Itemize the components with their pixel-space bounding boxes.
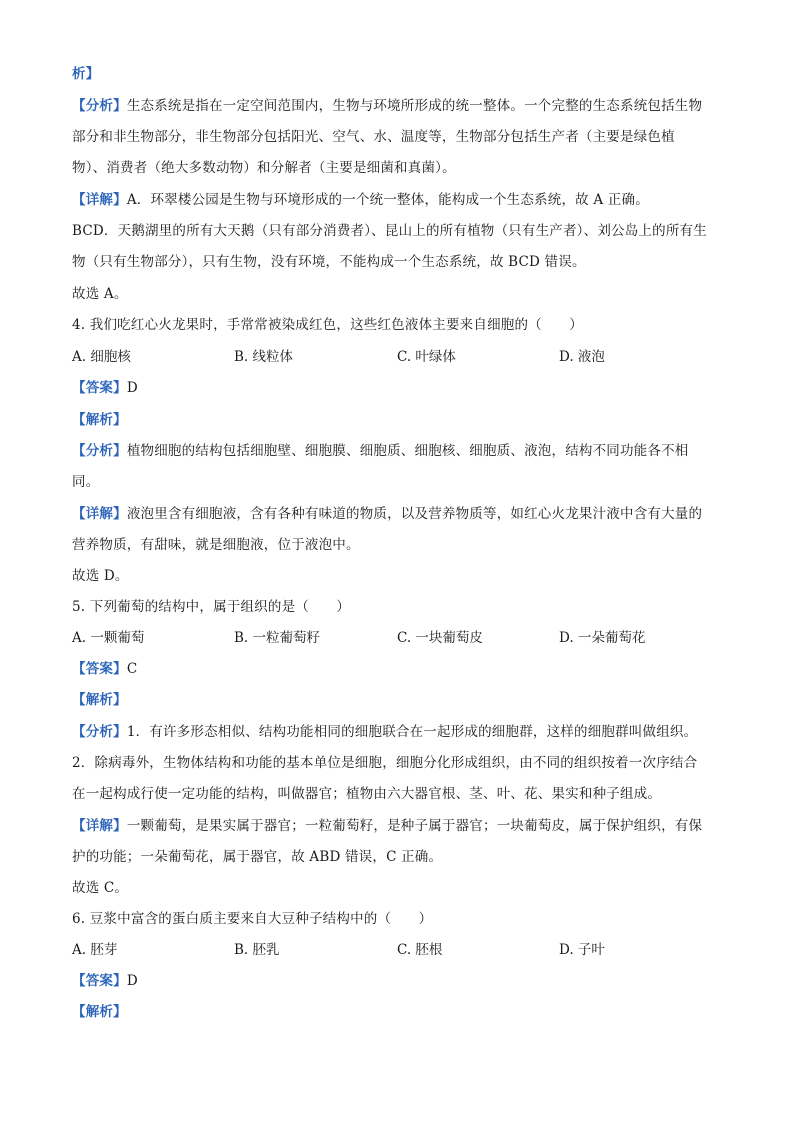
option-row xyxy=(72,628,722,648)
text-line: 【分析】生态系统是指在一定空间范围内，生物与环境所形成的统一整体。一个完整的生态系统包括生物 xyxy=(72,98,703,114)
text-line: 营养物质，有甜味，就是细胞液，位于液泡中。 xyxy=(72,537,360,553)
answer-line: 【答案】C xyxy=(72,661,138,677)
text-line: 【分析】1．有许多形态相似、结构功能相同的细胞联合在一起形成的细胞群，这样的细胞群叫做组织。 xyxy=(72,724,698,740)
option-d: D. 一朵葡萄花 xyxy=(559,630,646,646)
text-line: 护的功能；一朵葡萄花，属于器官，故 ABD 错误，C 正确。 xyxy=(72,849,443,865)
answer-line: 【答案】D xyxy=(72,380,138,396)
analysis-heading: 【解析】 xyxy=(72,412,127,428)
option-row xyxy=(72,940,722,960)
text-line: 【详解】A．环翠楼公园是生物与环境形成的一个统一整体，能构成一个生态系统，故 A 正确。 xyxy=(72,192,649,208)
analysis-heading: 【解析】 xyxy=(72,692,127,708)
option-b: B. 一粒葡萄籽 xyxy=(234,630,321,646)
question-stem: 5. 下列葡萄的结构中，属于组织的是（ ） xyxy=(72,599,351,615)
option-c: C. 一块葡萄皮 xyxy=(397,630,483,646)
question-stem: 6. 豆浆中富含的蛋白质主要来自大豆种子结构中的（ ） xyxy=(72,911,433,927)
option-b: B. 线粒体 xyxy=(234,349,294,365)
option-c: C. 胚根 xyxy=(397,942,443,958)
text-line: 析】 xyxy=(72,66,100,82)
option-a: A. 胚芽 xyxy=(72,942,118,958)
text-line: 在一起构成行使一定功能的结构，叫做器官；植物由六大器官根、茎、叶、花、果实和种子组成。 xyxy=(72,786,662,802)
text-line: 【分析】植物细胞的结构包括细胞壁、细胞膜、细胞质、细胞核、细胞质、液泡，结构不同功能各不相 xyxy=(72,443,689,459)
option-a: A. 细胞核 xyxy=(72,349,131,365)
analysis-heading: 【解析】 xyxy=(72,1004,127,1020)
text-line: 物（只有生物部分），只有生物，没有环境，不能构成一个生态系统，故 BCD 错误。 xyxy=(72,254,586,270)
answer-line: 【答案】D xyxy=(72,973,138,989)
text-line: BCD．天鹅湖里的所有大天鹅（只有部分消费者）、昆山上的所有植物（只有生产者）、刘公岛上的所有生 xyxy=(72,223,707,239)
text-line: 部分和非生物部分，非生物部分包括阳光、空气、水、温度等，生物部分包括生产者（主要是绿色植 xyxy=(72,129,675,145)
text-line: 2．除病毒外，生物体结构和功能的基本单位是细胞，细胞分化形成组织，由不同的组织按着一次序结合 xyxy=(72,755,698,771)
text-line: 【详解】液泡里含有细胞液，含有各种有味道的物质，以及营养物质等，如红心火龙果汁液中含有大量的 xyxy=(72,506,703,522)
option-d: D. 液泡 xyxy=(559,349,605,365)
option-a: A. 一颗葡萄 xyxy=(72,630,145,646)
option-b: B. 胚乳 xyxy=(234,942,280,958)
question-stem: 4. 我们吃红心火龙果时，手常常被染成红色，这些红色液体主要来自细胞的（ ） xyxy=(72,317,583,333)
text-line: 故选 A。 xyxy=(72,286,128,302)
text-line: 故选 D。 xyxy=(72,568,129,584)
option-c: C. 叶绿体 xyxy=(397,349,456,365)
text-line: 【详解】一颗葡萄，是果实属于器官；一粒葡萄籽，是种子属于器官；一块葡萄皮，属于保护组织，有保 xyxy=(72,818,703,834)
text-line: 物）、消费者（绝大多数动物）和分解者（主要是细菌和真菌）。 xyxy=(72,160,456,176)
option-row xyxy=(72,347,722,367)
text-line: 同。 xyxy=(72,474,100,490)
text-line: 故选 C。 xyxy=(72,880,129,896)
option-d: D. 子叶 xyxy=(559,942,605,958)
